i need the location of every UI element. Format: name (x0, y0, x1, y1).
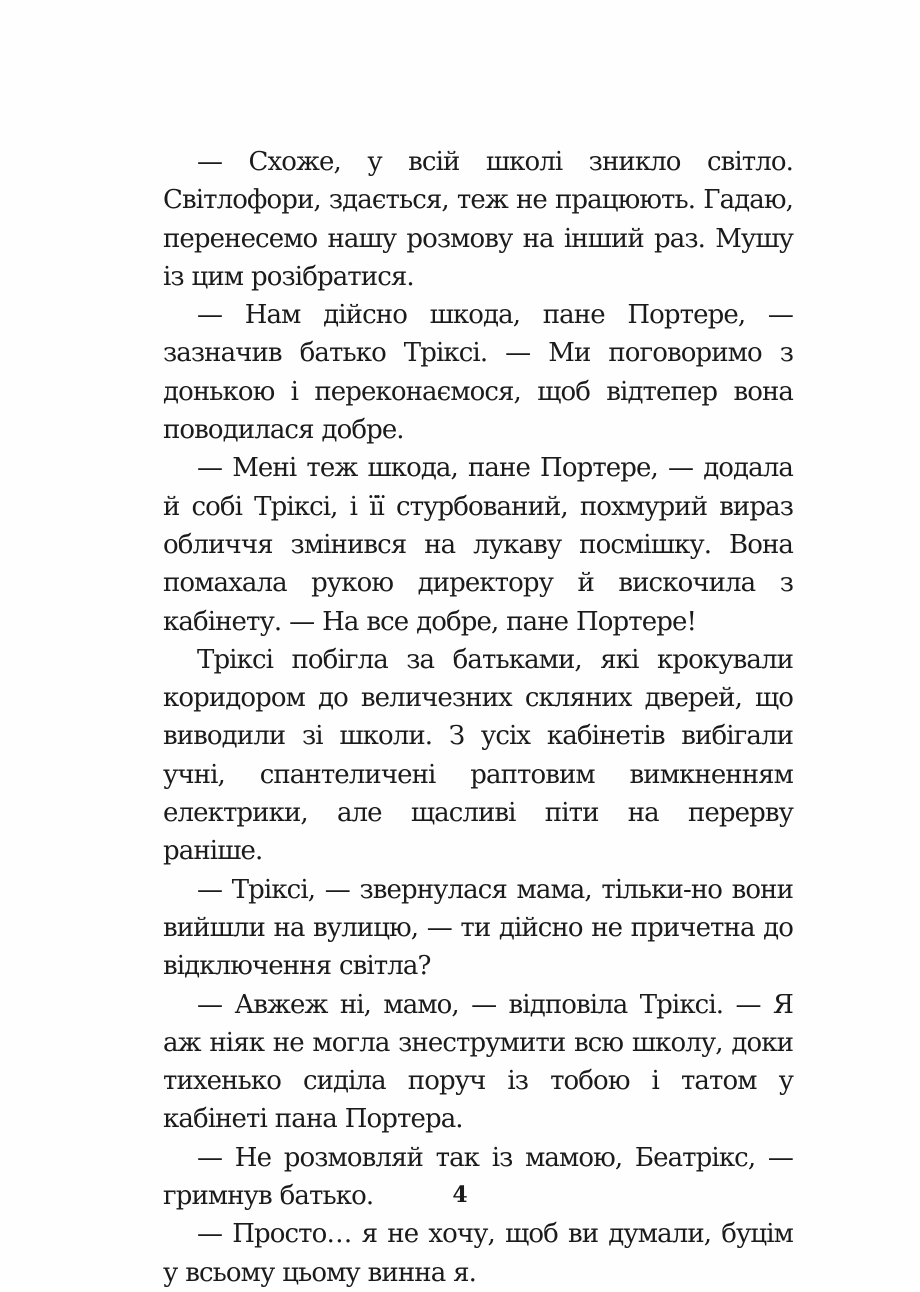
paragraph-4: Тріксі побігла за батьками, які крокували коридором до величезних скляних дверей, що виводили зі школи. З усіх кабінетів вибігали учні, спантеличені раптовим вимкненням електрики, але щасливі піти на перерву раніше. (163, 644, 793, 867)
paragraph-6: — Авжеж ні, мамо, — відповіла Тріксі. — Я аж ніяк не могла знеструмити всю школу, доки тихенько сиділа поруч із тобою і татом у кабінеті пана Портера. (163, 989, 793, 1135)
paragraph-2: — Нам дійсно шкода, пане Портере, — зазначив батько Тріксі. — Ми поговоримо з донькою і переконаємося, щоб відтепер вона поводилася добре. (163, 300, 793, 446)
page-number: 4 (452, 1182, 468, 1208)
paragraph-3: — Мені теж шкода, пане Портере, — додала й собі Тріксі, і її стурбований, похмурий вираз обличчя змінився на лукаву посмішку. Вона помахала рукою директору й вискочила з кабінету. — На все добре, пане Портере! (163, 453, 793, 637)
paragraph-1: — Схоже, у всій школі зникло світло. Світлофори, здається, теж не працюють. Гадаю, перенесемо нашу розмову на інший раз. Мушу із цим розібратися. (163, 147, 793, 292)
paragraph-8: — Просто… я не хочу, щоб ви думали, буцім у всьому цьому винна я. (163, 1219, 793, 1288)
paragraph-5: — Тріксі, — звернулася мама, тільки-но вони вийшли на вулицю, — ти дійсно не причетна до відключення світла? (163, 874, 793, 982)
body-text (163, 143, 793, 1292)
paragraph-7: — Не розмовляй так із мамою, Беатрікс, — гримнув батько. (163, 1142, 793, 1212)
